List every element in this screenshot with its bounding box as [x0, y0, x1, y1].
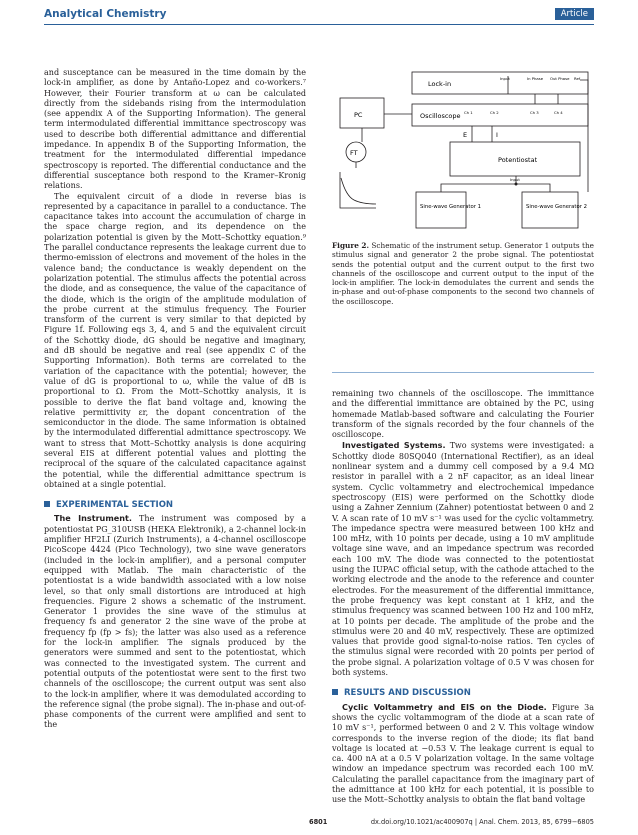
- paragraph: [332, 440, 594, 678]
- out-phase-label: Out Phase: [550, 76, 570, 81]
- paragraph-text: Two systems were investigated: a Schottky diode 80SQ040 (International Rectifier), as an ideal nonlinear system and a dummy cell composed by a 9.4 MΩ resistor in parallel with a 2 nF capacitor, as an ideal linear system. Cyclic voltammetry and electrochemical impedance spectroscopy (EIS) were performed on the Schottky diode using a Zahner Zennium (Zahner) potentiostat between 0 and 2 V. A scan rate of 10 mV s⁻¹ was used for the cyclic voltammetry. The impedance spectra were measured between 100 kHz and 100 mHz, with 10 points per decade, using a 10 mV amplitude voltage sine wave, and an impedance spectrum was recorded each 100 mV. The diode was connected to the potentiostat using the IUPAC official setup, with the cathode attached to the working electrode and the anode to the reference and counter electrodes. For the measurement of the differential immittance, the probe frequency was kept constant at 1 kHz, and the stimulus frequency was scanned between 100 Hz and 100 mHz, at 10 points per decade. The amplitude of the probe and the stimulus were 20 and 40 mV, respectively. These are optimized values that provide good signal-to-noise ratios. Ten cycles of the stimulus signal were recorded with 20 points per period of the probe signal. A polarization voltage of 0.5 V was chosen for both systems.: [332, 441, 594, 678]
- caption-label: Figure 2.: [332, 241, 370, 250]
- header-rule: [44, 24, 594, 25]
- generator1-label: Sine-wave Generator 1: [420, 204, 481, 210]
- paragraph: [332, 702, 594, 806]
- ref-line: [580, 80, 588, 192]
- run-in-heading: Cyclic Voltammetry and EIS on the Diode.: [342, 701, 547, 712]
- run-in-heading: Investigated Systems.: [342, 440, 446, 451]
- potentiostat-label: Potentiostat: [498, 156, 538, 164]
- gen1-line: [441, 176, 516, 192]
- potentiostat-input-label: Input: [510, 177, 520, 182]
- page-header: [44, 8, 594, 22]
- junction-dot: [515, 183, 518, 186]
- paragraph: The equivalent circuit of a diode in reverse bias is represented by a capacitance in parallel to a conductance. The capacitance takes into account the accumulation of charge in the space charge region, and its dependence on the polarization potential is given by the Mott–Schottky equation.⁹ The parallel conductance represents the leakage current due to thermo-emission of electrons and movement of the holes in the valence band; the conductance is weakly dependent on the polarization potential. The stimulus affects the potential across the diode, and as consequence, the value of the capacitance of the diode, which is the origin of the amplitude modulation of the probe current at the stimulus frequency. The Fourier transform of the current is very similar to that depicted by Figure 1f. Following eqs 3, 4, and 5 and the equivalent circuit of the Schottky diode, dG should be negative and imaginary, and dB should be negative and real (see appendix C of the Supporting Information). Both terms are correlated to the variation of the capacitance with the potential; however, the value of dG is proportional to ω, while the value of dB is proportional to Ω. From the Mott–Schottky analysis, it is possible to derive the flat band voltage and, knowing the relative permittivity εr, the dopant concentration of the semiconductor in the diode. The same information is obtained by the intermodulated differential admittance spectroscopy. We want to stress that Mott–Schottky analysis is done acquiring several EIS at different potential values and plotting the reciprocal of the square of the calculated capacitance against the potential, while the differential admittance spectrum is obtained at a single potential.: [44, 191, 306, 489]
- generator2-label: Sine-wave Generator 2: [526, 204, 587, 210]
- section-square-icon: [332, 689, 338, 695]
- figure-2-schematic: [332, 68, 594, 238]
- section-title: RESULTS AND DISCUSSION: [344, 688, 471, 699]
- generator2-box: [522, 192, 578, 228]
- caption-rule: [332, 372, 594, 373]
- section-square-icon: [44, 501, 50, 507]
- left-column: [44, 68, 306, 731]
- right-column: [332, 389, 594, 806]
- in-phase-label: In Phase: [527, 76, 544, 81]
- lockin-label: Lock-in: [428, 80, 452, 88]
- figure-caption: [332, 241, 594, 306]
- section-heading: [44, 500, 306, 510]
- pc-label: PC: [354, 111, 363, 119]
- journal-name: Analytical Chemistry: [44, 8, 167, 20]
- ch1-label: Ch 1: [464, 110, 473, 115]
- e-label: E: [463, 131, 468, 139]
- ch4-label: Ch 4: [554, 110, 563, 115]
- section-heading: [332, 688, 594, 698]
- page-number: 6801: [309, 818, 328, 826]
- schematic-svg: [332, 68, 594, 238]
- section-title: EXPERIMENTAL SECTION: [56, 500, 174, 511]
- paragraph: remaining two channels of the oscilloscope. The immittance and the differential immittance are obtained by the PC, using homemade Matlab-based software and calculating the Fourier transform of the signals recorded by the four channels of the oscilloscope.: [332, 389, 594, 440]
- doi-citation: dx.doi.org/10.1021/ac400907q | Anal. Chem. 2013, 85, 6799−6805: [370, 818, 594, 826]
- paragraph-text: The instrument was composed by a potentiostat PG_310USB (HEKA Elektronik), a 2-channel lock-in amplifier HF2LI (Zurich Instruments), a 4-channel oscilloscope PicoScope 4424 (Pico Technology), two sine wave generators (included in the lock-in amplifier), and a personal computer equipped with Matlab. The main characteristic of the potentiostat is a wide bandwidth associated with a low noise level, so that only small distortions are introduced at high frequencies. Figure 2 shows a schematic of the instrument. Generator 1 provides the sine wave of the stimulus at frequency fs and generator 2 the sine wave of the probe at frequency fp (fp > fs); the latter was also used as a reference for the lock-in amplifier. The signals produced by the generators were summed and sent to the potentiostat, which was connected to the investigated system. The current and potential outputs of the potentiostat were sent to the first two channels of the oscilloscope; the current output was sent also to the lock-in amplifier, where it was demodulated according to the reference signal (the probe signal). The in-phase and out-of-phase components of the current were amplified and sent to the: [44, 514, 306, 730]
- paragraph-text: Figure 3a shows the cyclic voltammogram of the diode at a scan rate of 10 mV s⁻¹, performed between 0 and 2 V. This voltage window corresponds to the inverse region of the diode; its flat band voltage is located at −0.53 V. The leakage current is equal to ca. 400 nA at a 0.5 V polarization voltage. In the same voltage window an impedance spectrum was recorded each 100 mV. Calculating the parallel capacitance from the imaginary part of the admittance at 100 kHz for each potential, it is possible to use the Mott–Schottky analysis to obtain the flat band voltage: [332, 702, 594, 805]
- caption-text: Schematic of the instrument setup. Generator 1 outputs the stimulus signal and generator 2 the probe signal. The potentiostat sends the potential output and the current output to the first two channels of the oscilloscope and current output to the input of the lock-in amplifier. The lock-in demodulates the current and sends the in-phase and out-of-phase components to the second two channels of the oscilloscope.: [332, 241, 594, 306]
- paragraph: [44, 513, 306, 730]
- gen2-line: [516, 184, 550, 192]
- paragraph: and susceptance can be measured in the time domain by the lock-in amplifier, as done by Antaño-Lopez and co-workers.⁷ However, their Fourier transform at ω can be calculated directly from the sidebands rising from the intermodulation (see appendix A of the Supporting Information). The general term intermodulated differential immittance spectroscopy was used to describe both differential admittance and differential impedance. In appendix B of the Supporting Information, the treatment for the intermodulated differential impedance spectroscopy is reported. The differential conductance and the differential susceptance both respond to the Kramer–Kronig relations.: [44, 68, 306, 191]
- ch2-label: Ch 2: [490, 110, 499, 115]
- ch3-label: Ch 3: [530, 110, 539, 115]
- run-in-heading: The Instrument.: [54, 513, 132, 524]
- article-type-badge: Article: [555, 8, 594, 20]
- ft-label: FT: [350, 149, 358, 157]
- input-label: Input: [500, 76, 510, 81]
- ref-label: Ref: [574, 76, 581, 81]
- generator1-box: [416, 192, 466, 228]
- oscilloscope-label: Oscilloscope: [420, 112, 461, 120]
- i-label: I: [496, 131, 498, 139]
- spectrum-curve: [341, 178, 376, 204]
